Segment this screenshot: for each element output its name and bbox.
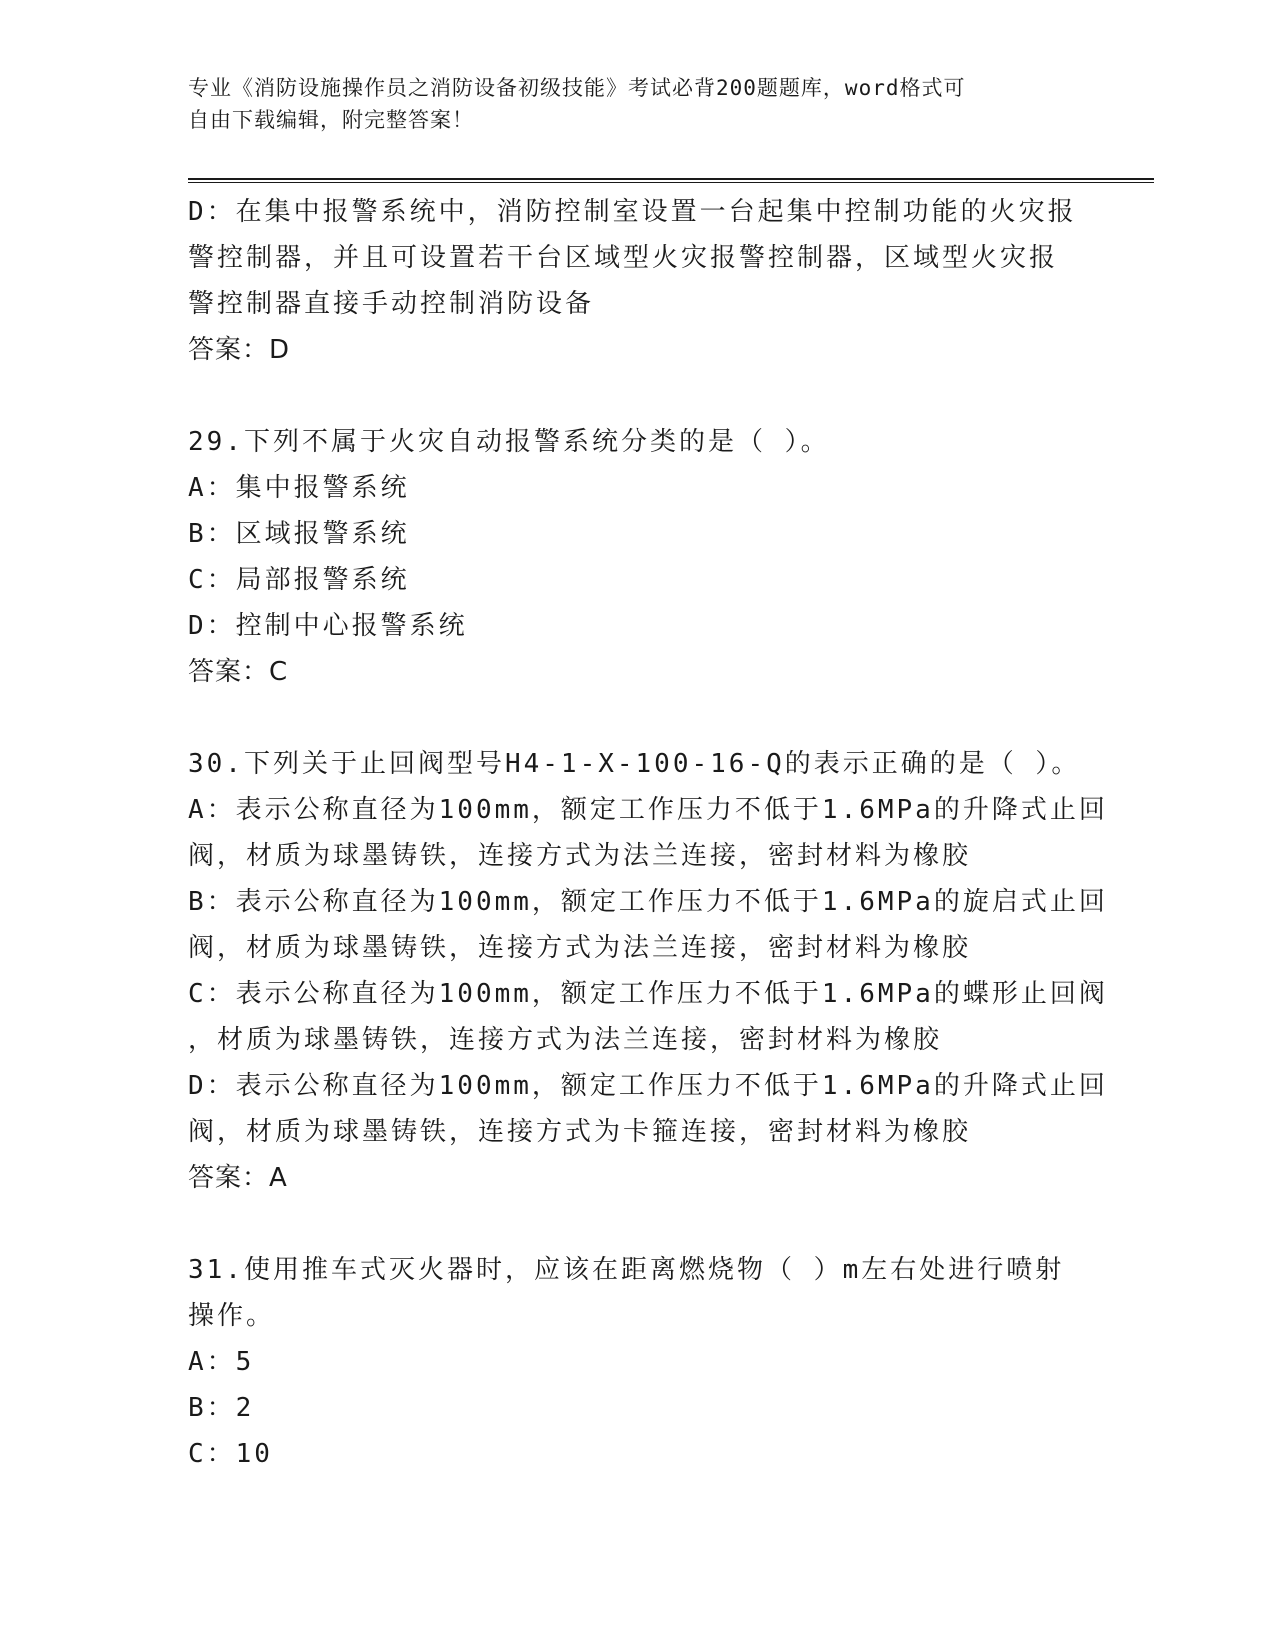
- spacing-after-q28: [188, 373, 1088, 419]
- document-header: 专业《消防设施操作员之消防设备初级技能》考试必背200题题库，word格式可 自由下载编辑，附完整答案！: [188, 76, 966, 132]
- q29-stem: 29.下列不属于火灾自动报警系统分类的是（ ）。: [188, 427, 830, 457]
- question-30: [188, 741, 1108, 1201]
- spacing-after-q30: [188, 1201, 1088, 1247]
- q28-option-d-line-1: D：在集中报警系统中，消防控制室设置一台起集中控制功能的火灾报: [188, 197, 1077, 227]
- q31-option-b: B：2: [188, 1393, 255, 1423]
- question-content: [188, 189, 1108, 1477]
- question-29: [188, 419, 1088, 695]
- q29-option-b: B：区域报警系统: [188, 519, 410, 549]
- q30-option-d-line-2: 阀，材质为球墨铸铁，连接方式为卡箍连接，密封材料为橡胶: [188, 1117, 972, 1147]
- q30-option-d-line-1: D：表示公称直径为100mm，额定工作压力不低于1.6MPa的升降式止回: [188, 1071, 1108, 1101]
- q30-option-b-line-1: B：表示公称直径为100mm，额定工作压力不低于1.6MPa的旋启式止回: [188, 887, 1108, 917]
- q30-option-c-line-2: ，材质为球墨铸铁，连接方式为法兰连接，密封材料为橡胶: [188, 1025, 943, 1055]
- q29-option-c: C：局部报警系统: [188, 565, 410, 595]
- q30-stem: 30.下列关于止回阀型号H4-1-X-100-16-Q的表示正确的是（ ）。: [188, 749, 1081, 779]
- header-divider-thick: [188, 178, 1154, 180]
- q28-option-d-line-2: 警控制器，并且可设置若干台区域型火灾报警控制器，区域型火灾报: [188, 243, 1059, 273]
- q30-option-a-line-2: 阀，材质为球墨铸铁，连接方式为法兰连接，密封材料为橡胶: [188, 841, 972, 871]
- q28-option-d-line-3: 警控制器直接手动控制消防设备: [188, 289, 595, 319]
- q29-answer: 答案：C: [188, 657, 289, 687]
- header-divider-thin: [188, 182, 1154, 183]
- question-28-tail: [188, 189, 1088, 373]
- q30-option-a-line-1: A：表示公称直径为100mm，额定工作压力不低于1.6MPa的升降式止回: [188, 795, 1108, 825]
- q31-option-c: C：10: [188, 1439, 273, 1469]
- spacing-after-q29: [188, 695, 1088, 741]
- q31-stem-line-1: 31.使用推车式灭火器时，应该在距离燃烧物（ ）m左右处进行喷射: [188, 1255, 1065, 1285]
- q30-option-b-line-2: 阀，材质为球墨铸铁，连接方式为法兰连接，密封材料为橡胶: [188, 933, 972, 963]
- q31-option-a: A：5: [188, 1347, 255, 1377]
- q30-option-c-line-1: C：表示公称直径为100mm，额定工作压力不低于1.6MPa的蝶形止回阀: [188, 979, 1108, 1009]
- q29-option-d: D：控制中心报警系统: [188, 611, 468, 641]
- q28-answer: 答案：D: [188, 335, 291, 365]
- q29-option-a: A：集中报警系统: [188, 473, 410, 503]
- q30-answer: 答案：A: [188, 1163, 288, 1193]
- q31-stem-line-2: 操作。: [188, 1301, 276, 1331]
- question-31: [188, 1247, 1088, 1477]
